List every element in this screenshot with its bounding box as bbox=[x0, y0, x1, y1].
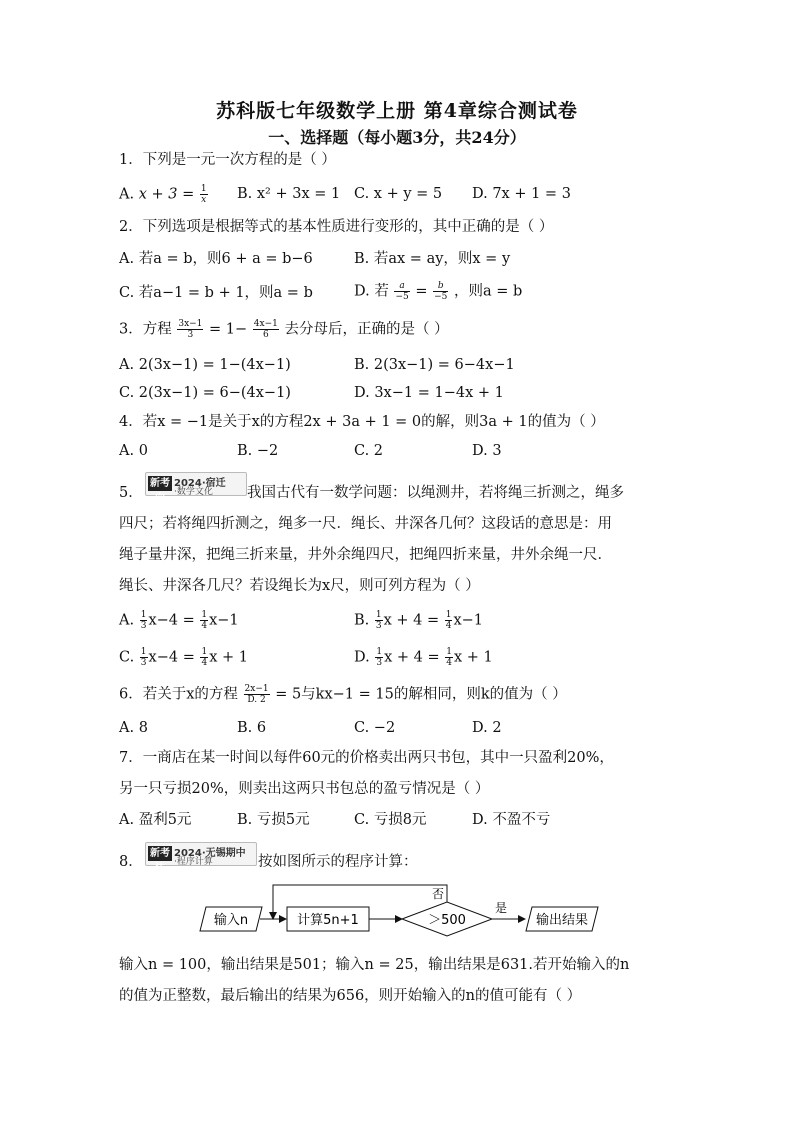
fraction: $\frac{1}{x}$ bbox=[200, 184, 207, 205]
fraction: $\frac{1}{4}$ bbox=[445, 610, 452, 631]
fraction: $\frac{1}{3}$ bbox=[375, 610, 382, 631]
q5-option-a: A. $\frac{1}{3}$ x−4 = $\frac{1}{4}$ x−1 bbox=[119, 610, 239, 631]
question-2-stem: 2．下列选项是根据等式的基本性质进行变形的，其中正确的是（ ） bbox=[119, 219, 554, 235]
fraction: $\frac{1}{4}$ bbox=[446, 647, 452, 668]
fraction: $\frac{1}{3}$ bbox=[140, 647, 147, 668]
q6-option-c: C. −2 bbox=[354, 720, 396, 736]
question-5-text-3: 绳子量井深，把绳三折来量，井外余绳四尺，把绳四折来量，井外余绳一尺． bbox=[119, 547, 612, 563]
fraction: $\frac{3x-1}{3}$ bbox=[178, 319, 203, 340]
question-5-number: 5． bbox=[119, 485, 143, 501]
new-method-badge: 新考法 2024·无锡期中 ·程序计算 bbox=[145, 842, 257, 866]
q1-option-b: B. x² + 3x = 1 bbox=[237, 186, 341, 202]
output-label: 输出结果 bbox=[535, 913, 589, 928]
fraction: $\frac{2x-1}{D. 2}$ bbox=[244, 684, 269, 705]
no-label: 否 bbox=[432, 887, 445, 901]
q3-option-a: A. 2(3x−1) = 1−(4x−1) bbox=[119, 357, 291, 373]
fraction: $\frac{1}{4}$ bbox=[201, 610, 208, 631]
yes-label: 是 bbox=[495, 901, 508, 915]
q1-option-d: D. 7x + 1 = 3 bbox=[472, 186, 571, 202]
q2-option-c: C. 若a−1 = b + 1，则a = b bbox=[119, 285, 313, 301]
q7-option-c: C. 亏损8元 bbox=[354, 812, 427, 828]
q7-option-d: D. 不盈不亏 bbox=[472, 812, 551, 828]
q2-option-b: B. 若ax = ay，则x = y bbox=[354, 251, 511, 267]
q3-option-d: D. 3x−1 = 1−4x + 1 bbox=[354, 385, 504, 401]
q3-option-c: C. 2(3x−1) = 6−(4x−1) bbox=[119, 385, 291, 401]
question-4-stem: 4．若x = −1是关于x的方程2x + 3a + 1 = 0的解，则3a + 1的值为（ ） bbox=[119, 414, 605, 430]
program-flowchart bbox=[190, 880, 610, 940]
calc-label: 计算5n+1 bbox=[297, 913, 359, 928]
q1-option-c: C. x + y = 5 bbox=[354, 186, 443, 202]
question-8-number: 8． bbox=[119, 854, 143, 870]
question-8-stem: 按如图所示的程序计算： bbox=[258, 854, 418, 870]
q3-option-b: B. 2(3x−1) = 6−4x−1 bbox=[354, 357, 515, 373]
question-6-stem: 6．若关于x的方程 $\frac{2x-1}{D. 2}$ = 5与kx−1 = 15的解相同，则k的值为（ ） bbox=[119, 684, 567, 705]
question-1-stem: 1．下列是一元一次方程的是（ ） bbox=[119, 152, 336, 168]
q4-option-d: D. 3 bbox=[472, 443, 502, 459]
condition-label: ＞500 bbox=[428, 913, 466, 928]
question-5-text-2: 四尺；若将绳四折测之，绳多一尺．绳长、井深各几何？这段话的意思是：用 bbox=[119, 516, 612, 532]
fraction: $\frac{a}{-5}$ bbox=[395, 281, 409, 302]
q6-option-d: D. 2 bbox=[472, 720, 502, 736]
q4-option-a: A. 0 bbox=[119, 443, 148, 459]
q4-option-c: C. 2 bbox=[354, 443, 384, 459]
question-7-text-2: 另一只亏损20%，则卖出这两只书包总的盈亏情况是（ ） bbox=[119, 781, 490, 797]
fraction: $\frac{4x-1}{6}$ bbox=[253, 319, 278, 340]
fraction: $\frac{b}{-5}$ bbox=[434, 281, 448, 302]
question-8-text-1: 输入n = 100，输出结果是501；输入n = 25，输出结果是631.若开始输入的n bbox=[119, 957, 630, 973]
question-8-text-2: 的值为正整数，最后输出的结果为656，则开始输入的n的值可能有（ ） bbox=[119, 988, 582, 1004]
q5-option-d: D. $\frac{1}{3}$ x + 4 = $\frac{1}{4}$ x + 1 bbox=[354, 647, 493, 668]
q5-option-b: B. $\frac{1}{3}$ x + 4 = $\frac{1}{4}$ x−1 bbox=[354, 610, 484, 631]
q6-option-b: B. 6 bbox=[237, 720, 267, 736]
section-heading: 一、选择题（每小题3分，共24分） bbox=[268, 128, 526, 147]
q6-option-a: A. 8 bbox=[119, 720, 148, 736]
q7-option-a: A. 盈利5元 bbox=[119, 812, 192, 828]
q2-option-a: A. 若a = b，则6 + a = b−6 bbox=[119, 251, 313, 267]
q4-option-b: B. −2 bbox=[237, 443, 279, 459]
question-3-stem: 3．方程 $\frac{3x-1}{3}$ = 1− $\frac{4x-1}{6}$ 去分母后，正确的是（ ） bbox=[119, 319, 449, 340]
question-7-text-1: 7．一商店在某一时间以每件60元的价格卖出两只书包，其中一只盈利20%， bbox=[119, 750, 614, 766]
q7-option-b: B. 亏损5元 bbox=[237, 812, 310, 828]
question-5-text-1: 我国古代有一数学问题：以绳测井，若将绳三折测之，绳多 bbox=[247, 485, 624, 501]
fraction: $\frac{1}{3}$ bbox=[376, 647, 383, 668]
input-label: 输入n bbox=[213, 913, 249, 928]
q2-option-d: D. 若 $\frac{a}{-5}$ = $\frac{b}{-5}$ ，则a = b bbox=[354, 281, 523, 302]
question-5-text-4: 绳长、井深各几尺？若设绳长为x尺，则可列方程为（ ） bbox=[119, 578, 480, 594]
fraction: $\frac{1}{4}$ bbox=[201, 647, 208, 668]
q5-option-c: C. $\frac{1}{3}$ x−4 = $\frac{1}{4}$ x + 1 bbox=[119, 647, 248, 668]
q1-option-a: A. x + 3 = $\frac{1}{x}$ bbox=[119, 184, 207, 205]
page-title: 苏科版七年级数学上册 第4章综合测试卷 bbox=[216, 100, 578, 122]
new-direction-badge: 新考向 2024·宿迁 ·数学文化 bbox=[145, 472, 247, 496]
fraction: $\frac{1}{3}$ bbox=[140, 610, 147, 631]
